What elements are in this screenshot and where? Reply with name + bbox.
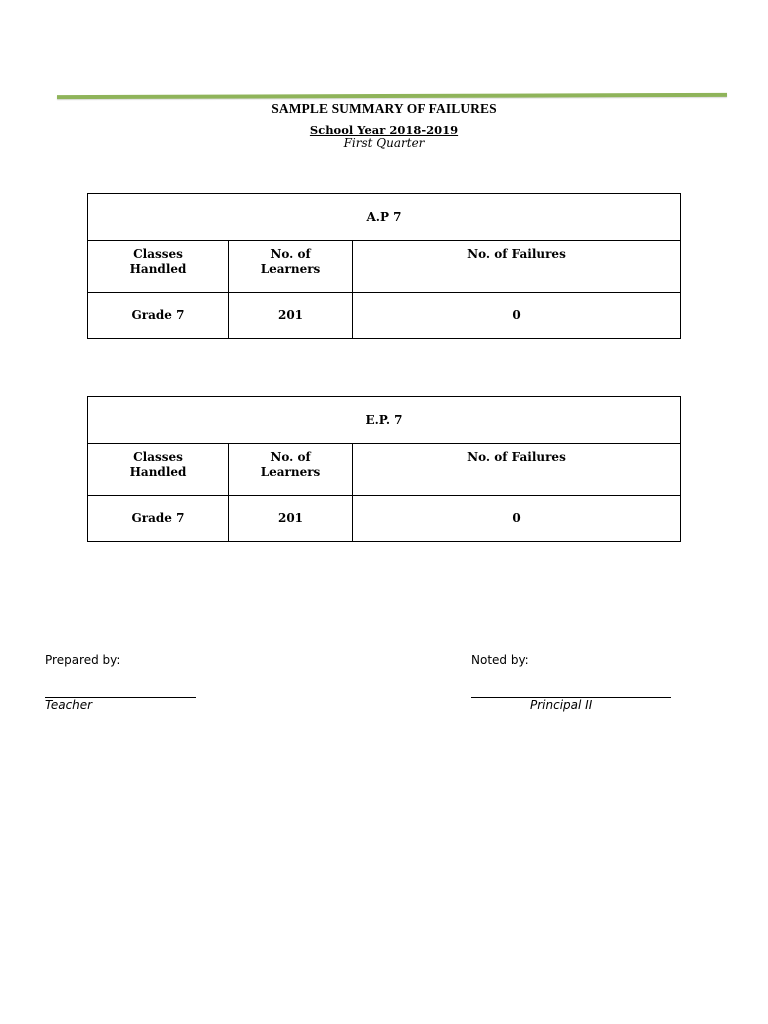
table-subject-row [88, 397, 681, 444]
principal-role: Principal II [530, 698, 593, 712]
header-classes-handled: Classes Handled [88, 444, 229, 496]
header-no-of-learners: No. of Learners [229, 241, 353, 293]
school-year [0, 123, 768, 137]
cell-learners: 201 [229, 293, 353, 339]
table-row [88, 293, 681, 339]
noted-by-label: Noted by: [471, 653, 529, 667]
document-title: SAMPLE SUMMARY OF FAILURES [271, 101, 497, 116]
summary-table-ep7 [87, 396, 681, 542]
subject-cell: E.P. 7 [88, 397, 681, 444]
quarter: First Quarter [343, 136, 425, 150]
cell-learners: 201 [229, 496, 353, 542]
table-header-row [88, 444, 681, 496]
prepared-by-label: Prepared by: [45, 653, 121, 667]
teacher-role: Teacher [45, 698, 93, 712]
cell-failures: 0 [353, 293, 681, 339]
table-header-row [88, 241, 681, 293]
subject-cell: A.P 7 [88, 194, 681, 241]
school-year-text: School Year 2018-2019 [309, 123, 459, 137]
header-rule [57, 93, 727, 99]
header-no-of-failures: No. of Failures [353, 444, 681, 496]
table-subject-row [88, 194, 681, 241]
header-classes-handled: Classes Handled [88, 241, 229, 293]
header-no-of-learners: No. of Learners [229, 444, 353, 496]
header-no-of-failures: No. of Failures [353, 241, 681, 293]
cell-class: Grade 7 [88, 293, 229, 339]
table-row [88, 496, 681, 542]
cell-class: Grade 7 [88, 496, 229, 542]
summary-table-ap7 [87, 193, 681, 339]
cell-failures: 0 [353, 496, 681, 542]
